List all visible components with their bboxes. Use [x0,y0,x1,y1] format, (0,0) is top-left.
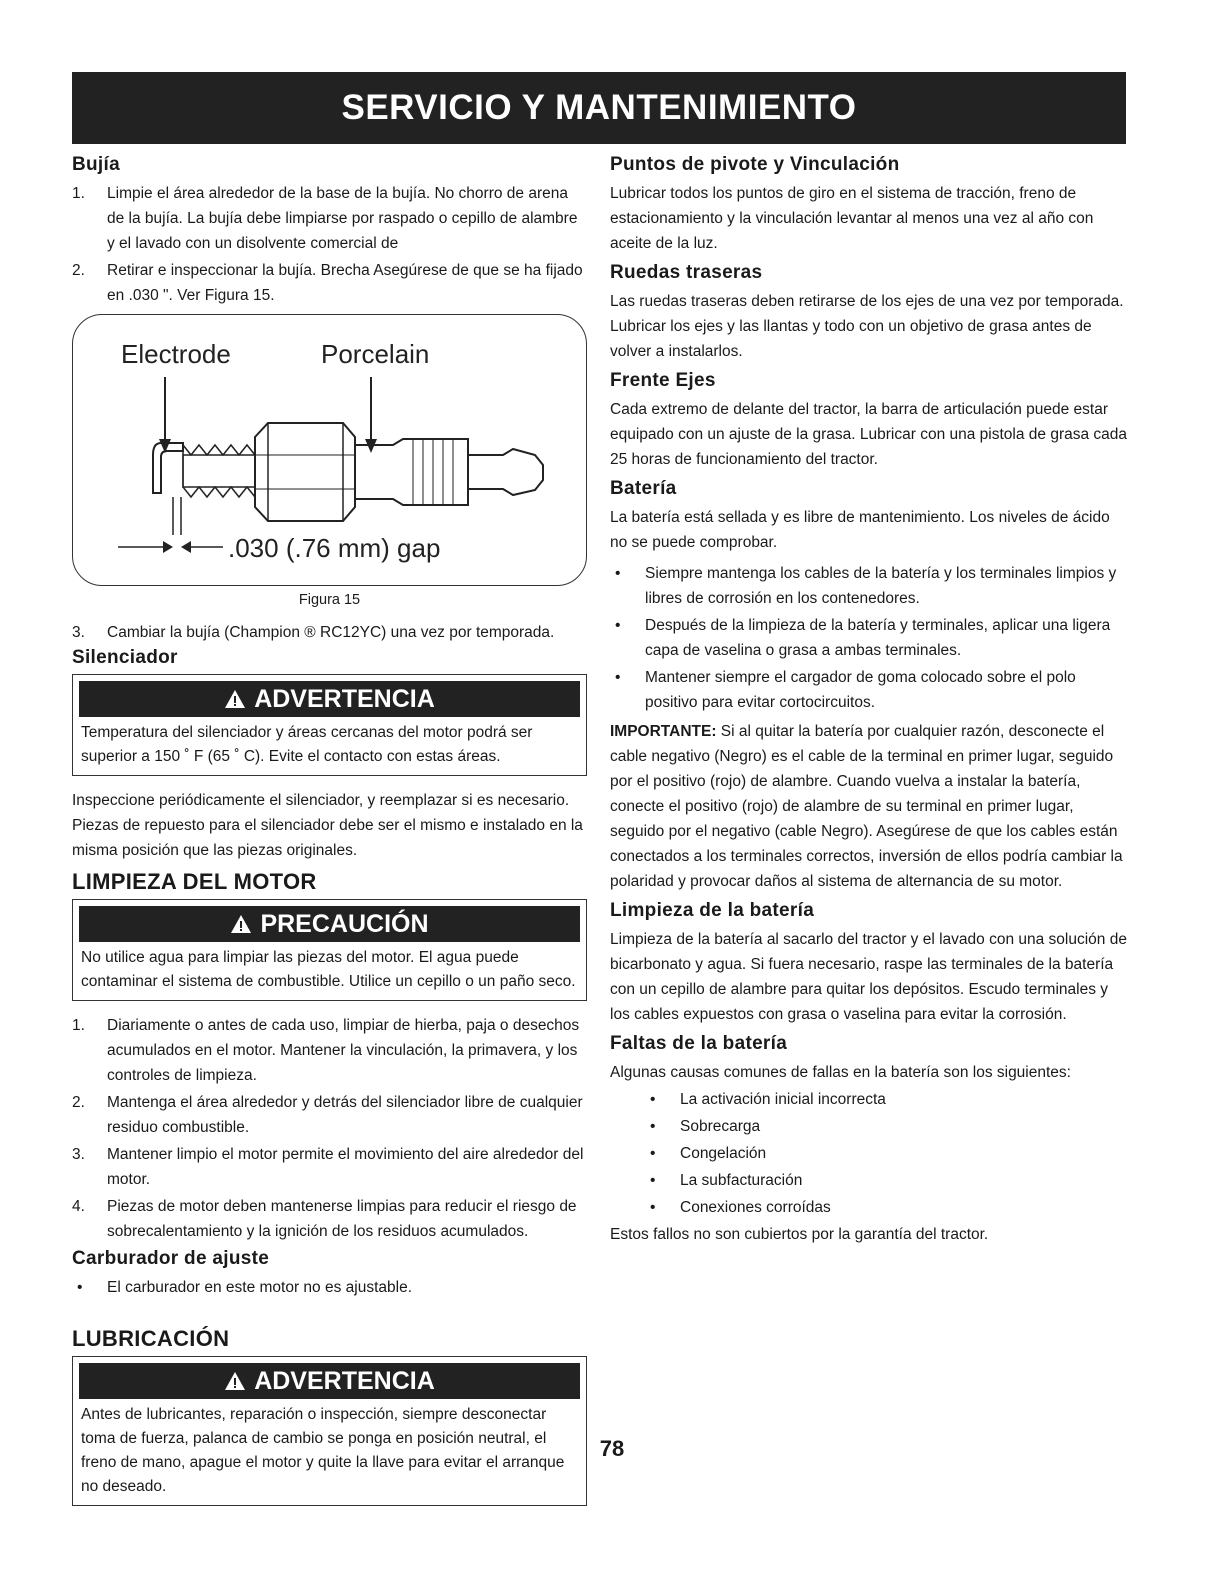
caution-header: PRECAUCIÓN [79,906,580,942]
label-electrode: Electrode [121,339,231,369]
list-item: • Mantener siempre el cargador de goma colocado sobre el polo positivo para evitar cortocircuitos. [615,669,1076,711]
bujia-steps [72,181,587,308]
list-item: 1. Limpie el área alrededor de la base de la bujía. No chorro de arena de la bujía. La bujía debe limpiarse por raspado o cepillo de alambre y el lavado con un disolvente comercial de [72,185,578,252]
list-item: • Siempre mantenga los cables de la batería y los terminales limpios y libres de corrosión en los contenedores. [615,565,1117,607]
caution-text: No utilice agua para limpiar las piezas del motor. El agua puede contaminar el sistema de combustible. Utilice un cepillo o un paño seco. [81,949,576,990]
list-item: • La subfacturación [650,1172,803,1189]
carburador-list [72,1275,587,1300]
limpieza-motor-steps [72,1013,587,1244]
warning-box-silenciador [72,674,587,776]
list-item: • Congelación [650,1145,767,1162]
section-heading-pivote: Puntos de pivote y Vinculación [610,154,900,175]
spark-plug-diagram [73,315,586,585]
warning-triangle-icon [224,689,246,709]
paragraph: Lubricar todos los puntos de giro en el sistema de tracción, freno de estacionamiento y la vinculación levantar al menos una vez al año con aceite de la luz. [610,185,1094,252]
paragraph: Inspeccione periódicamente el silenciador, y reemplazar si es necesario. Piezas de repuesto para el silenciador debe ser el mismo e instalado en la misma posición que las piezas originales. [72,792,583,859]
faltas-list [610,1087,1130,1220]
bujia-step-3 [72,620,587,645]
list-item: 2. Mantenga el área alrededor y detrás del silenciador libre de cualquier residuo combustible. [72,1094,583,1136]
right-column [610,154,1130,1253]
figure-caption: Figura 15 [298,592,361,608]
list-item: 3. Mantener limpio el motor permite el movimiento del aire alrededor del motor. [72,1146,584,1188]
bateria-list [610,561,1130,715]
paragraph: Las ruedas traseras deben retirarse de los ejes de una vez por temporada. Lubricar los ejes y las llantas y todo con un objetivo de grasa antes de volver a instalarlos. [610,293,1124,360]
left-column [72,154,587,1518]
warning-triangle-icon [230,914,252,934]
paragraph: Algunas causas comunes de fallas en la batería son los siguientes: [610,1064,1071,1081]
list-item: • Conexiones corroídas [650,1199,831,1216]
list-item: • El carburador en este motor no es ajustable. [77,1279,413,1296]
warning-text: Temperatura del silenciador y áreas cercanas del motor podrá ser superior a 150 ˚ F (65 ˚ C). Evite el contacto con estas áreas. [81,724,533,765]
section-heading-ejes: Frente Ejes [610,370,716,391]
list-item: 2. Retirar e inspeccionar la bujía. Brecha Asegúrese de que se ha fijado en .030 ". Ver Figura 15. [72,262,583,304]
warning-text: Antes de lubricantes, reparación o inspección, siempre desconectar toma de fuerza, palanca de cambio se ponga en posición neutral, el freno de mano, apague el motor y quite la llave para evitar el arranque no deseado. [81,1406,565,1495]
list-item: 3. Cambiar la bujía (Champion ® RC12YC) una vez por temporada. [72,624,555,641]
section-heading-carburador: Carburador de ajuste [72,1248,270,1269]
warning-triangle-icon [224,1371,246,1391]
list-item: • La activación inicial incorrecta [650,1091,886,1108]
page-number: 78 [599,1436,625,1461]
paragraph: La batería está sellada y es libre de mantenimiento. Los niveles de ácido no se puede comprobar. [610,509,1110,551]
list-item: 4. Piezas de motor deben mantenerse limpias para reducir el riesgo de sobrecalentamiento y la ignición de los residuos acumulados. [72,1198,577,1240]
section-heading-silenciador: Silenciador [72,647,178,668]
paragraph: Estos fallos no son cubiertos por la garantía del tractor. [610,1226,989,1243]
section-heading-limpieza-motor: LIMPIEZA DEL MOTOR [72,869,317,894]
page-title: SERVICIO Y MANTENIMIENTO [341,88,857,127]
list-item: • Sobrecarga [650,1118,761,1135]
warning-header: ADVERTENCIA [79,681,580,717]
paragraph: Cada extremo de delante del tractor, la barra de articulación puede estar equipado con un ajuste de la grasa. Lubricar con una pistola de grasa cada 25 horas de funcionamiento del tractor. [610,401,1128,468]
page-header-banner [72,72,1126,144]
label-gap: .030 (.76 mm) gap [228,533,441,563]
section-heading-limpieza-bateria: Limpieza de la batería [610,900,815,921]
spark-plug-figure [72,314,587,586]
section-heading-bateria: Batería [610,478,677,499]
section-heading-ruedas: Ruedas traseras [610,262,763,283]
warning-box-lubricacion [72,1356,587,1506]
important-note: IMPORTANTE: Si al quitar la batería por cualquier razón, desconecte el cable negativo (Negro) es el cable de la terminal en primer lugar, seguido por el positivo (rojo) de alambre. Cuando vuelva a instalar la batería, conecte el positivo (rojo) de alambre de su terminal en primer lugar, seguido por el negativo (cable Negro). Asegúrese de que los cables están conectados a los terminales correctos, inversión de ellos podría cambiar la polaridad y provocar daños al sistema de alternancia de su motor. [610,723,1123,890]
list-item: • Después de la limpieza de la batería y terminales, aplicar una ligera capa de vaselina o grasa a ambas terminales. [615,617,1111,659]
warning-header: ADVERTENCIA [79,1363,580,1399]
label-porcelain: Porcelain [321,339,430,369]
section-heading-faltas: Faltas de la batería [610,1033,788,1054]
list-item: 1. Diariamente o antes de cada uso, limpiar de hierba, paja o desechos acumulados en el motor. Mantener la vinculación, la primavera, y los controles de limpieza. [72,1017,580,1084]
caution-box [72,899,587,1001]
section-heading-bujia: Bujía [72,154,120,175]
paragraph: Limpieza de la batería al sacarlo del tractor y el lavado con una solución de bicarbonato y agua. Si fuera necesario, raspe las terminales de la batería con un cepillo de alambre para quitar los depósitos. Escudo terminales y los cables expuestos con grasa o vaselina para evitar la corrosión. [610,931,1127,1023]
section-heading-lubricacion: LUBRICACIÓN [72,1326,230,1351]
